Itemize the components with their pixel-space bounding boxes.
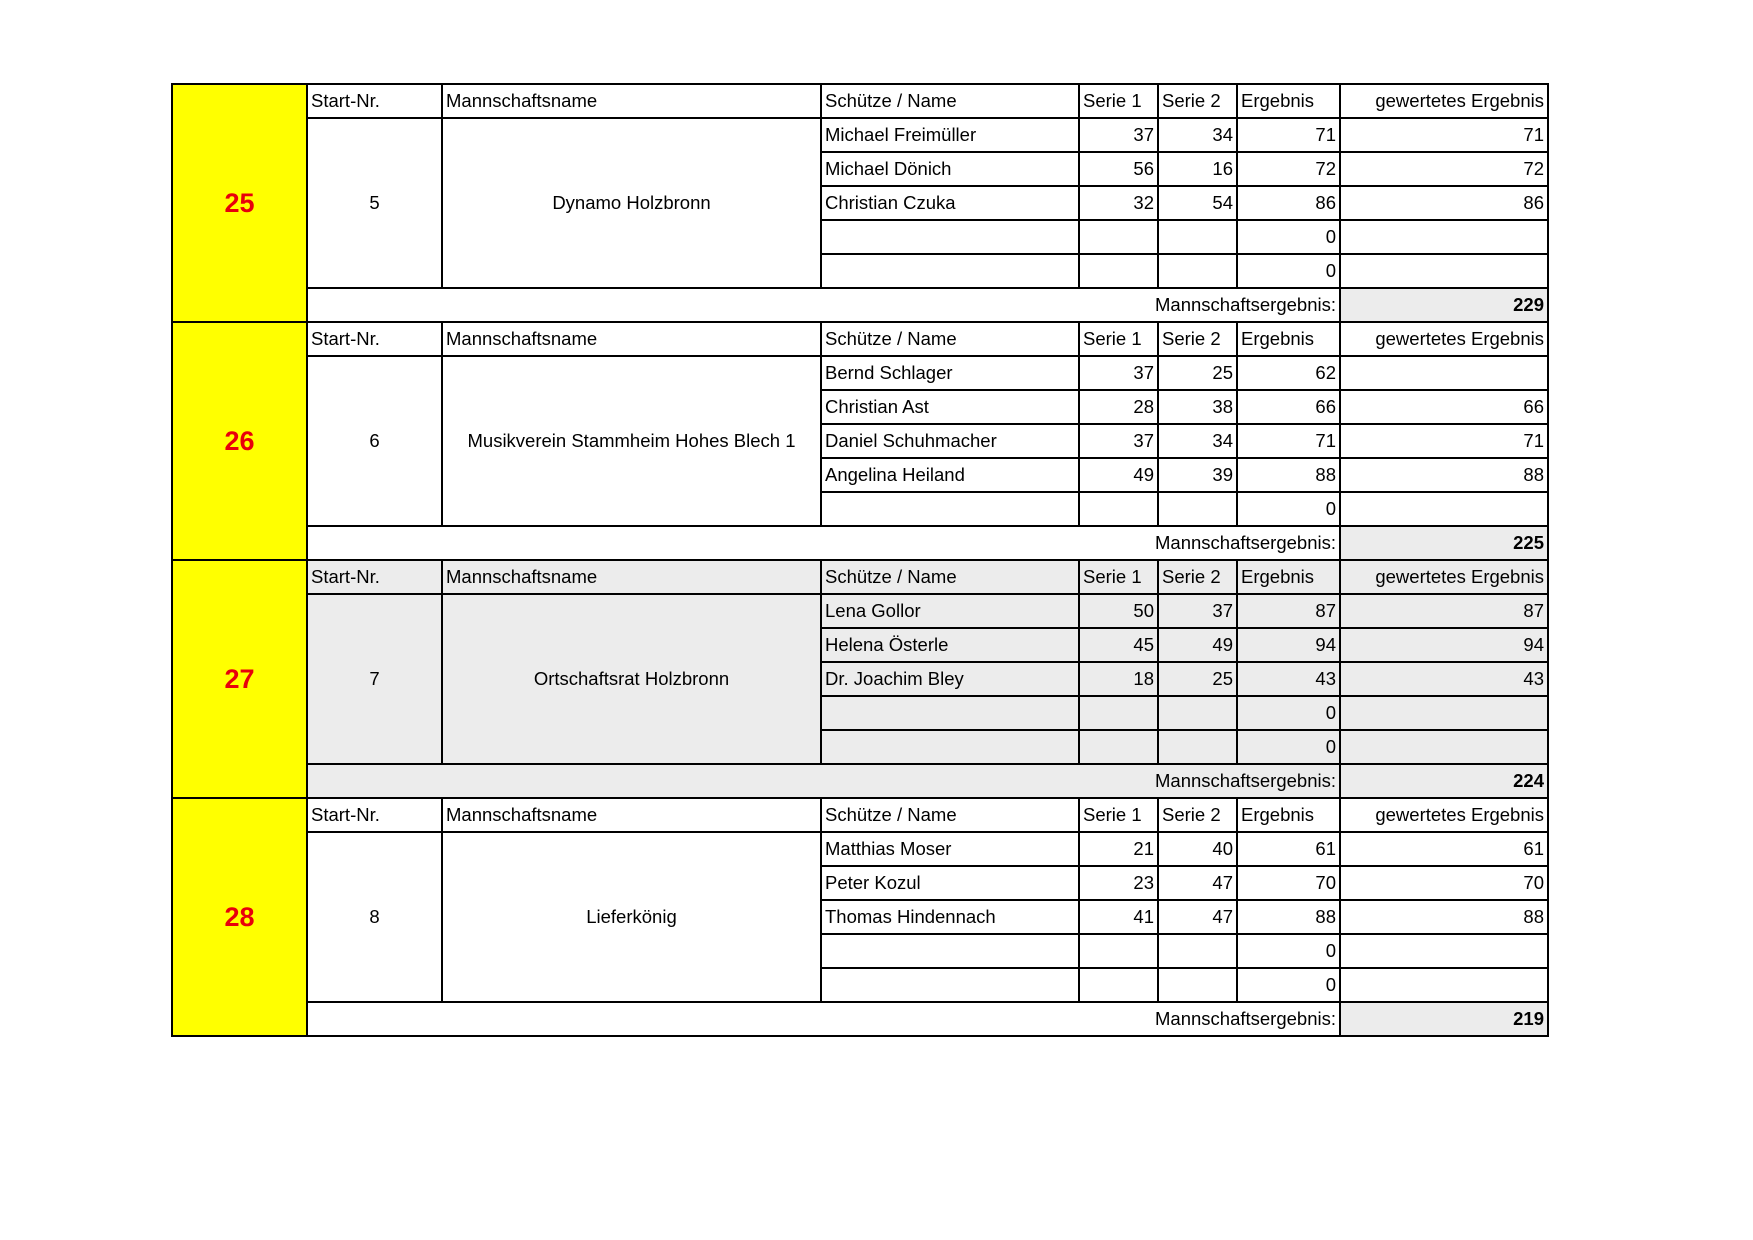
shooter-counted-result: 71 xyxy=(1340,424,1548,458)
shooter-series-1 xyxy=(1079,254,1158,288)
shooter-name xyxy=(821,254,1079,288)
shooter-series-2: 34 xyxy=(1158,424,1237,458)
shooter-series-2: 16 xyxy=(1158,152,1237,186)
results-table xyxy=(171,83,1549,1037)
shooter-series-2: 40 xyxy=(1158,832,1237,866)
team-total-value: 225 xyxy=(1340,526,1548,560)
shooter-result: 0 xyxy=(1237,696,1340,730)
shooter-series-2 xyxy=(1158,934,1237,968)
shooter-name xyxy=(821,934,1079,968)
team-header-row xyxy=(172,798,1548,832)
shooter-result: 0 xyxy=(1237,934,1340,968)
team-rank: 28 xyxy=(172,798,307,1036)
header-team-name: Mannschaftsname xyxy=(442,560,821,594)
shooter-name: Christian Czuka xyxy=(821,186,1079,220)
shooter-series-1 xyxy=(1079,730,1158,764)
team-start-number: 5 xyxy=(307,118,442,288)
shooter-series-2 xyxy=(1158,220,1237,254)
shooter-counted-result: 66 xyxy=(1340,390,1548,424)
shooter-name: Angelina Heiland xyxy=(821,458,1079,492)
shooter-series-2 xyxy=(1158,492,1237,526)
team-name: Dynamo Holzbronn xyxy=(442,118,821,288)
shooter-counted-result: 72 xyxy=(1340,152,1548,186)
shooter-series-1 xyxy=(1079,492,1158,526)
header-counted-result: gewertetes Ergebnis xyxy=(1340,322,1548,356)
shooter-series-2 xyxy=(1158,968,1237,1002)
header-start-nr: Start-Nr. xyxy=(307,84,442,118)
shooter-row xyxy=(172,594,1548,628)
shooter-name xyxy=(821,730,1079,764)
header-start-nr: Start-Nr. xyxy=(307,322,442,356)
shooter-series-1: 37 xyxy=(1079,356,1158,390)
shooter-name xyxy=(821,220,1079,254)
shooter-series-1: 41 xyxy=(1079,900,1158,934)
shooter-series-1 xyxy=(1079,934,1158,968)
shooter-series-2 xyxy=(1158,730,1237,764)
shooter-series-2 xyxy=(1158,696,1237,730)
header-shooter: Schütze / Name xyxy=(821,798,1079,832)
header-counted-result: gewertetes Ergebnis xyxy=(1340,560,1548,594)
shooter-counted-result xyxy=(1340,730,1548,764)
header-team-name: Mannschaftsname xyxy=(442,84,821,118)
shooter-name: Peter Kozul xyxy=(821,866,1079,900)
team-total-row xyxy=(172,526,1548,560)
header-team-name: Mannschaftsname xyxy=(442,798,821,832)
shooter-result: 71 xyxy=(1237,118,1340,152)
team-total-value: 224 xyxy=(1340,764,1548,798)
header-result: Ergebnis xyxy=(1237,322,1340,356)
team-total-row xyxy=(172,288,1548,322)
shooter-series-1 xyxy=(1079,220,1158,254)
shooter-name xyxy=(821,968,1079,1002)
shooter-series-1: 28 xyxy=(1079,390,1158,424)
shooter-counted-result: 61 xyxy=(1340,832,1548,866)
shooter-name: Michael Dönich xyxy=(821,152,1079,186)
shooter-name: Helena Österle xyxy=(821,628,1079,662)
shooter-series-2 xyxy=(1158,254,1237,288)
shooter-series-1: 37 xyxy=(1079,118,1158,152)
shooter-counted-result xyxy=(1340,220,1548,254)
team-header-row xyxy=(172,322,1548,356)
shooter-result: 70 xyxy=(1237,866,1340,900)
team-total-value: 219 xyxy=(1340,1002,1548,1036)
header-start-nr: Start-Nr. xyxy=(307,560,442,594)
shooter-result: 0 xyxy=(1237,220,1340,254)
team-total-row xyxy=(172,764,1548,798)
shooter-series-1: 50 xyxy=(1079,594,1158,628)
header-counted-result: gewertetes Ergebnis xyxy=(1340,84,1548,118)
header-shooter: Schütze / Name xyxy=(821,322,1079,356)
shooter-result: 0 xyxy=(1237,492,1340,526)
shooter-row xyxy=(172,356,1548,390)
team-header-row xyxy=(172,560,1548,594)
shooter-result: 86 xyxy=(1237,186,1340,220)
shooter-counted-result: 70 xyxy=(1340,866,1548,900)
header-result: Ergebnis xyxy=(1237,84,1340,118)
shooter-counted-result: 88 xyxy=(1340,900,1548,934)
shooter-series-1: 32 xyxy=(1079,186,1158,220)
shooter-name: Bernd Schlager xyxy=(821,356,1079,390)
team-rank: 27 xyxy=(172,560,307,798)
team-total-value: 229 xyxy=(1340,288,1548,322)
results-table-body xyxy=(172,84,1548,1036)
header-series-2: Serie 2 xyxy=(1158,798,1237,832)
shooter-result: 61 xyxy=(1237,832,1340,866)
header-counted-result: gewertetes Ergebnis xyxy=(1340,798,1548,832)
shooter-series-1: 21 xyxy=(1079,832,1158,866)
header-series-1: Serie 1 xyxy=(1079,322,1158,356)
shooter-name: Daniel Schuhmacher xyxy=(821,424,1079,458)
team-name: Lieferkönig xyxy=(442,832,821,1002)
shooter-result: 0 xyxy=(1237,730,1340,764)
header-series-2: Serie 2 xyxy=(1158,560,1237,594)
header-series-2: Serie 2 xyxy=(1158,84,1237,118)
team-total-row xyxy=(172,1002,1548,1036)
shooter-counted-result xyxy=(1340,696,1548,730)
shooter-row xyxy=(172,832,1548,866)
shooter-counted-result: 43 xyxy=(1340,662,1548,696)
team-start-number: 6 xyxy=(307,356,442,526)
header-series-2: Serie 2 xyxy=(1158,322,1237,356)
shooter-counted-result: 87 xyxy=(1340,594,1548,628)
shooter-counted-result: 86 xyxy=(1340,186,1548,220)
header-team-name: Mannschaftsname xyxy=(442,322,821,356)
shooter-series-2: 38 xyxy=(1158,390,1237,424)
shooter-counted-result xyxy=(1340,492,1548,526)
team-total-label: Mannschaftsergebnis: xyxy=(307,764,1340,798)
shooter-series-2: 39 xyxy=(1158,458,1237,492)
shooter-name: Matthias Moser xyxy=(821,832,1079,866)
shooter-result: 87 xyxy=(1237,594,1340,628)
shooter-name: Thomas Hindennach xyxy=(821,900,1079,934)
shooter-series-2: 25 xyxy=(1158,356,1237,390)
shooter-series-1: 18 xyxy=(1079,662,1158,696)
shooter-counted-result xyxy=(1340,934,1548,968)
shooter-result: 0 xyxy=(1237,254,1340,288)
shooter-name: Michael Freimüller xyxy=(821,118,1079,152)
shooter-series-2: 25 xyxy=(1158,662,1237,696)
team-rank: 25 xyxy=(172,84,307,322)
shooter-counted-result: 88 xyxy=(1340,458,1548,492)
shooter-result: 72 xyxy=(1237,152,1340,186)
shooter-counted-result xyxy=(1340,254,1548,288)
shooter-counted-result xyxy=(1340,356,1548,390)
shooter-counted-result: 71 xyxy=(1340,118,1548,152)
shooter-series-1: 45 xyxy=(1079,628,1158,662)
shooter-name: Lena Gollor xyxy=(821,594,1079,628)
shooter-series-1 xyxy=(1079,696,1158,730)
shooter-name xyxy=(821,492,1079,526)
shooter-result: 88 xyxy=(1237,900,1340,934)
team-start-number: 7 xyxy=(307,594,442,764)
header-series-1: Serie 1 xyxy=(1079,798,1158,832)
shooter-series-2: 54 xyxy=(1158,186,1237,220)
header-shooter: Schütze / Name xyxy=(821,84,1079,118)
header-start-nr: Start-Nr. xyxy=(307,798,442,832)
team-name: Musikverein Stammheim Hohes Blech 1 xyxy=(442,356,821,526)
team-header-row xyxy=(172,84,1548,118)
team-name: Ortschaftsrat Holzbronn xyxy=(442,594,821,764)
team-total-label: Mannschaftsergebnis: xyxy=(307,1002,1340,1036)
shooter-series-1: 56 xyxy=(1079,152,1158,186)
team-start-number: 8 xyxy=(307,832,442,1002)
shooter-result: 71 xyxy=(1237,424,1340,458)
shooter-series-1 xyxy=(1079,968,1158,1002)
header-result: Ergebnis xyxy=(1237,798,1340,832)
shooter-result: 94 xyxy=(1237,628,1340,662)
shooter-result: 43 xyxy=(1237,662,1340,696)
shooter-result: 66 xyxy=(1237,390,1340,424)
team-total-label: Mannschaftsergebnis: xyxy=(307,288,1340,322)
shooter-series-2: 47 xyxy=(1158,866,1237,900)
header-shooter: Schütze / Name xyxy=(821,560,1079,594)
shooter-series-1: 49 xyxy=(1079,458,1158,492)
shooter-series-1: 37 xyxy=(1079,424,1158,458)
shooter-counted-result: 94 xyxy=(1340,628,1548,662)
header-series-1: Serie 1 xyxy=(1079,84,1158,118)
shooter-result: 0 xyxy=(1237,968,1340,1002)
shooter-name: Dr. Joachim Bley xyxy=(821,662,1079,696)
shooter-name xyxy=(821,696,1079,730)
shooter-result: 88 xyxy=(1237,458,1340,492)
team-rank: 26 xyxy=(172,322,307,560)
team-total-label: Mannschaftsergebnis: xyxy=(307,526,1340,560)
header-result: Ergebnis xyxy=(1237,560,1340,594)
header-series-1: Serie 1 xyxy=(1079,560,1158,594)
shooter-counted-result xyxy=(1340,968,1548,1002)
shooter-series-2: 34 xyxy=(1158,118,1237,152)
shooter-series-2: 37 xyxy=(1158,594,1237,628)
shooter-series-2: 47 xyxy=(1158,900,1237,934)
shooter-row xyxy=(172,118,1548,152)
shooter-series-2: 49 xyxy=(1158,628,1237,662)
shooter-name: Christian Ast xyxy=(821,390,1079,424)
shooter-series-1: 23 xyxy=(1079,866,1158,900)
shooter-result: 62 xyxy=(1237,356,1340,390)
